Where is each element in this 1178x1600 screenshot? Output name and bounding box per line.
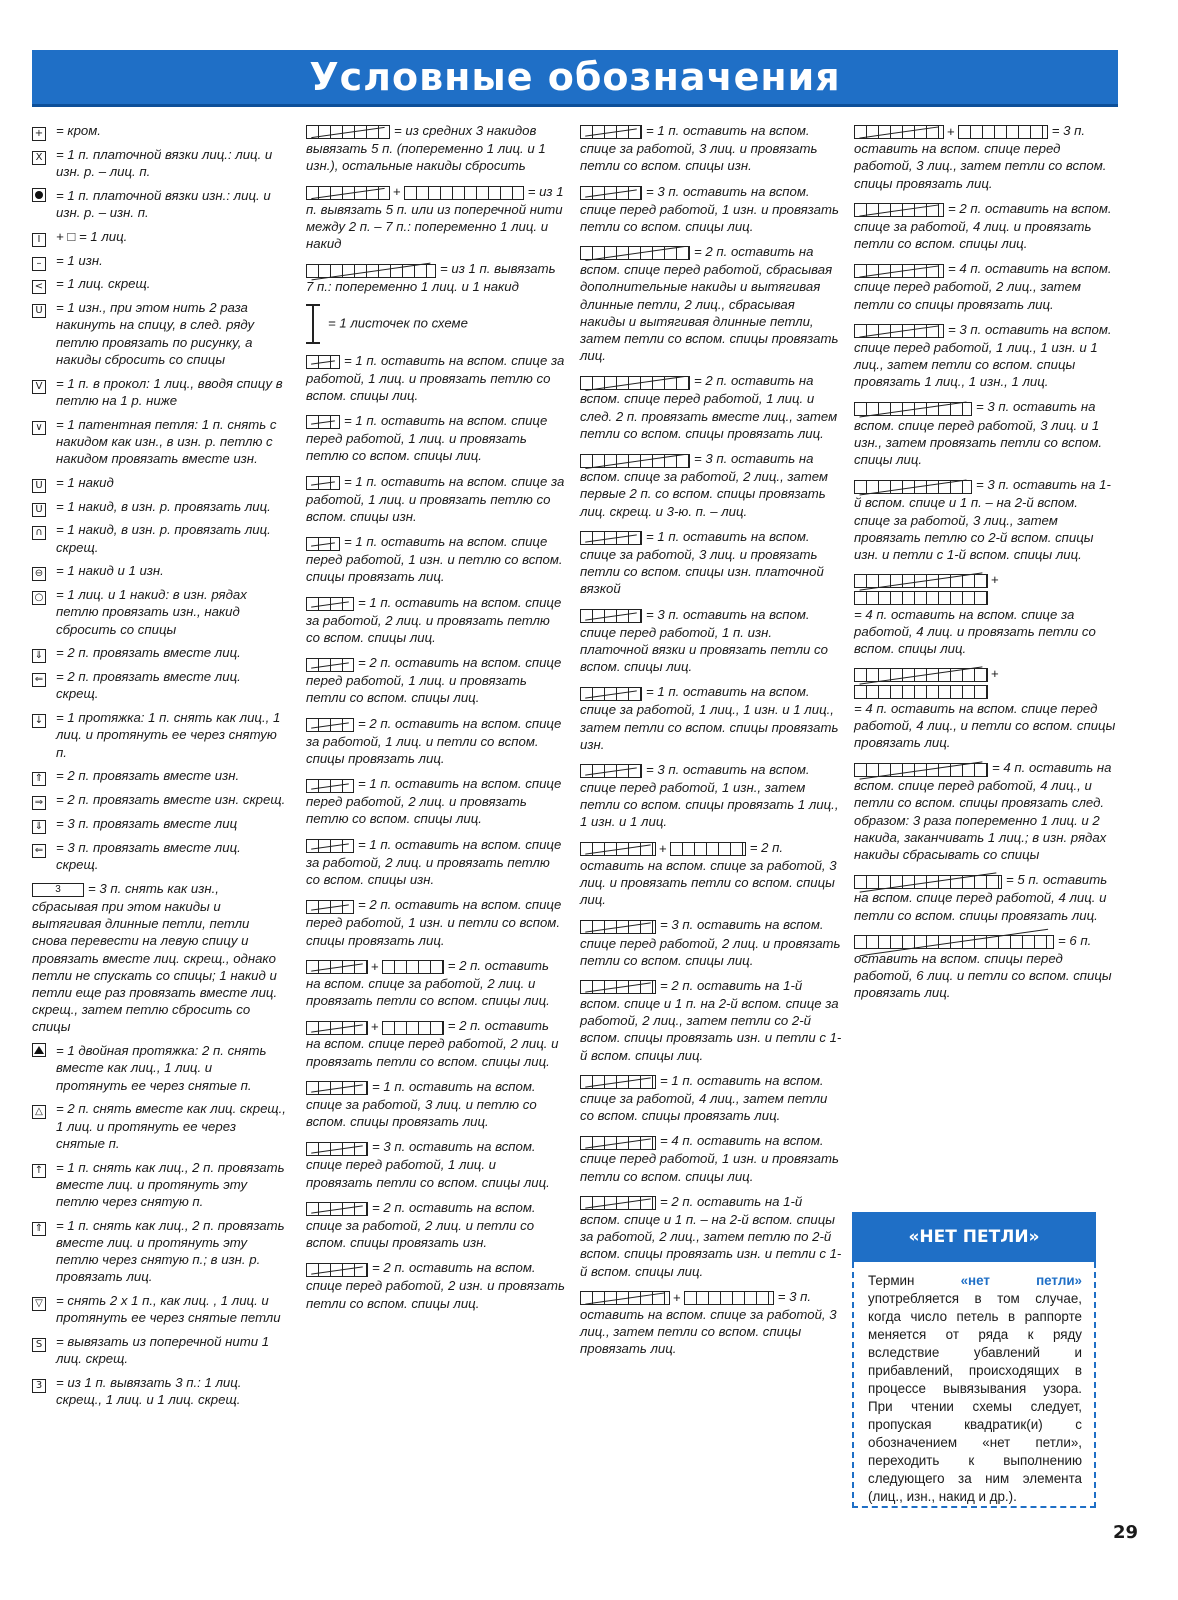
legend-item [32,474,286,491]
page-title: Условные обозначения [309,55,841,99]
legend-item [854,932,1116,1002]
legend-text: = 1 п. оставить на вспом. спице за работой, 1 лиц. и провязать петлю со вспом. спицы лиц. [306,352,565,403]
legend-text: = 3 п. оставить на вспом. спице за работой, 2 лиц., затем первые 2 п. со вспом. спицы провязать лиц. скрещ. и 3-ю. п. – лиц. [580,451,828,519]
legend-item [32,767,286,784]
legend-item [854,122,1116,192]
legend-text: = 1 п. оставить на вспом. спице перед работой, 1 изн. и петлю со вспом. спицы провязать лиц. [306,534,563,585]
legend-item [580,916,842,969]
cable-symbol-icon [580,529,642,546]
cable-symbol-icon: + [580,1289,774,1306]
cable-symbol-icon: + [306,183,524,200]
cable-symbol-icon [306,123,390,140]
cable-symbol-icon [580,244,690,261]
stitch-symbol-icon: 3 [32,881,84,898]
legend-item [306,122,566,175]
legend-item [854,871,1116,924]
legend-item [32,187,286,221]
legend-item [32,228,286,245]
legend-text: = 1 накид [56,474,114,490]
legend-text: = 2 п. провязать вместе изн. [56,768,240,784]
legend-item [306,594,566,647]
legend-item [306,260,566,295]
stitch-symbol-icon: ∩ [32,522,46,540]
cable-symbol-icon [580,1194,656,1211]
cable-symbol-icon: + [854,571,1112,605]
legend-item [306,1199,566,1252]
stitch-symbol-icon: 3 [32,1375,46,1393]
legend-item [854,321,1116,391]
legend-item [32,839,286,873]
legend-item [32,791,286,808]
legend-column-3 [580,122,842,1366]
cable-symbol-icon [854,261,944,278]
legend-text: = 3 п. оставить на вспом. спице перед работой, 3 лиц. и 1 изн., затем провязать петли со вспом. спицы лиц. [854,399,1103,467]
legend-text: = 6 п. оставить на вспом. спицы перед работой, 6 лиц. и петли со вспом. спицы провязать лиц. [854,932,1112,1001]
legend-item [306,1017,566,1070]
legend-text: = 3 п. оставить на вспом. спице перед работой, 1 п. изн. платочной вязки и провязать петли со вспом. спицы лиц. [580,606,828,675]
legend-item [32,122,286,139]
legend-item [32,880,286,1036]
legend-item [32,1292,286,1326]
stitch-symbol-icon: U [32,300,46,318]
stitch-symbol-icon: ⇑ [32,768,46,786]
legend-item [306,412,566,465]
legend-item [854,571,1116,657]
stitch-symbol-icon: + [32,123,46,141]
legend-text: = 1 лиц. и 1 накид: в изн. рядах петлю провязать изн., накид сбросить со спицы [56,587,247,637]
legend-item [306,715,566,768]
cable-symbol-icon [580,684,642,701]
legend-item [580,1132,842,1185]
legend-item [32,375,286,409]
legend-item [306,957,566,1010]
legend-item [580,183,842,236]
legend-text: = 3 п. оставить на 1-й вспом. спице и 1 п. – на 2-й вспом. спице за работой, 3 лиц., затем провязать петлю со 2-й вспом. спицы изн. и петли с 1-й вспом. спицы лиц. [854,477,1111,562]
legend-item [32,644,286,661]
legend-text: = 2 п. оставить на вспом. спице перед работой, 1 изн. и петли со вспом. спицы провязать лиц. [306,897,562,948]
legend-text: = 2 п. провязать вместе изн. скрещ. [56,792,286,808]
cable-symbol-icon [580,978,656,995]
stitch-symbol-icon: ○ [32,587,46,605]
cable-symbol-icon [854,399,972,416]
legend-text: = 2 п. оставить на вспом. спице перед работой, сбрасывая дополнительные накиды и вытягивая длинные петли, 2 лиц., сбрасывая накиды и вытягивая длинные петли, затем петли со вспом. спицы провязать лиц. [580,244,839,364]
legend-item [306,183,566,253]
legend-item [580,761,842,831]
legend-item [32,416,286,468]
stitch-symbol-icon: ⇒ [32,792,46,810]
legend-item [854,665,1116,751]
cable-symbol-icon [854,760,988,777]
legend-item [32,709,286,761]
cable-symbol-icon [306,897,354,914]
cable-symbol-icon [306,1079,368,1096]
legend-text: = из 1 п. вывязать 7 п.: попеременно 1 лиц. и 1 накид [306,261,556,295]
stitch-symbol-icon: < [32,276,46,294]
legend-text: = 2 п. оставить на вспом. спице за работой, 2 лиц. и провязать петли со вспом. спицы лиц. [306,957,550,1009]
legend-text: = 1 п. в прокол: 1 лиц., вводя спицу в петлю на 1 р. ниже [56,375,283,408]
legend-text: = 5 п. оставить на вспом. спице перед работой, 4 лиц. и петли со вспом. спицы провязать лиц. [854,872,1108,923]
legend-text: = 2 п. оставить на вспом. спице за работой, 2 лиц. и петли со вспом. спицы провязать изн. [306,1199,536,1251]
stitch-symbol-icon: ↓ [32,710,46,728]
legend-item [306,775,566,828]
legend-item [854,759,1116,863]
legend-item [580,372,842,442]
note-body [852,1262,1096,1508]
cable-symbol-icon [306,776,354,793]
legend-text: = кром. [56,123,101,138]
legend-text: = снять 2 х 1 п., как лиц. , 1 лиц. и протянуть ее через снятые петли [56,1293,281,1326]
legend-item [854,260,1116,313]
legend-text: = 2 п. снять вместе как лиц. скрещ., 1 лиц. и протянуть ее через снятые п. [56,1101,286,1151]
legend-text: = 3 п. провязать вместе лиц [56,815,238,831]
legend-item [32,1100,286,1152]
stitch-symbol-icon: ⇑ [32,1218,46,1236]
stitch-symbol-icon: V [32,376,46,394]
cable-symbol-icon [306,595,354,612]
legend-text: = из 1 п. вывязать 3 п.: 1 лиц. скрещ., 1 лиц. и 1 лиц. скрещ. [56,1375,242,1408]
cable-symbol-icon [306,1200,368,1217]
legend-item [580,243,842,364]
cable-symbol-icon [854,477,972,494]
cable-symbol-icon [306,413,340,430]
cable-symbol-icon: + [854,665,1112,699]
note-highlight: «нет петли» [960,1273,1083,1288]
cable-symbol-icon [306,473,340,490]
legend-text: = 3 п. оставить на вспом. спице перед работой, 1 лиц., 1 изн. и 1 лиц., затем петли со вспом. спицы провязать 1 лиц., 1 изн., 1 лиц. [854,321,1112,390]
legend-item [306,1138,566,1191]
legend-text: = 2 п. оставить на вспом. спице за работой, 3 лиц. и провязать петли со вспом. спицы лиц. [580,839,837,908]
legend-text: = 2 п. оставить на 1-й вспом. спице и 1 п. на 2-й вспом. спице за работой, 2 лиц., затем петли со 2-й вспом. спицы провязать изн. и петли с 1-й вспом. спицы лиц. [580,977,842,1063]
cable-symbol-icon [580,762,642,779]
stitch-symbol-icon: ⊖ [32,563,46,581]
legend-text: = 4 п. оставить на вспом. спице перед работой, 4 лиц., и петли со вспом. спицы провязать след. образом: 3 раза попеременно 1 лиц. и 2 накида, заканчивать 1 лиц.; в изн. рядах накиды сбрасывать со спицы [854,760,1112,863]
legend-text: = 1 протяжка: 1 п. снять как лиц., 1 лиц. и протянуть ее через снятую п. [56,710,281,760]
legend-text: = 1 п. снять как лиц., 2 п. провязать вместе лиц. и протянуть эту петлю через снятую п.; в изн. р. провязать лиц. [56,1217,285,1285]
cable-symbol-icon [306,837,354,854]
cable-symbol-icon [580,123,642,140]
legend-item [306,654,566,707]
stitch-symbol-icon [32,1043,46,1061]
cable-symbol-icon [854,933,1054,950]
legend-item [580,977,842,1064]
legend-text: = 4 п. оставить на вспом. спице за работой, 4 лиц. и провязать петли со вспом. спицы лиц. [854,606,1096,656]
stitch-symbol-icon: ∨ [32,417,46,435]
cable-symbol-icon [854,872,1002,889]
legend-text: = 1 накид, в изн. р. провязать лиц. [56,498,271,514]
legend-item [306,1078,566,1131]
legend-text: = 3 п. оставить на вспом. спице перед работой, 1 изн. и провязать петли со вспом. спицы лиц. [580,183,839,234]
legend-text: = вывязать из поперечной нити 1 лиц. скрещ. [56,1334,270,1367]
legend-column-4 [854,122,1116,1010]
legend-text: = 1 п. оставить на вспом. спице за работой, 1 лиц. и провязать петлю со вспом. спицы изн. [306,473,565,524]
note-heading: «НЕТ ПЕТЛИ» [852,1212,1096,1262]
stitch-symbol-icon: U [32,475,46,493]
cable-symbol-icon [306,1260,368,1277]
cable-symbol-icon [306,1139,368,1156]
legend-item [32,275,286,292]
legend-item [306,1259,566,1312]
no-stitch-note [852,1212,1096,1508]
legend-item [580,122,842,175]
legend-item [32,146,286,180]
legend-text: = 2 п. оставить на вспом. спице за работой, 4 лиц. и провязать петли со вспом. спицы лиц. [854,200,1112,252]
cable-symbol-icon [580,1073,656,1090]
legend-text: = 3 п. снять как изн., сбрасывая при этом накиды и вытягивая длинные петли, петли снова перевести на левую спицу и провязать вместе лиц. скрещ., однако петли не спускать со спицы; 1 накид и петли еще раз провязать вместе лиц. скрещ., затем петлю сбросить со спицы [32,880,278,1035]
legend-text: = 2 п. оставить на вспом. спице перед работой, 1 лиц. и след. 2 п. провязать вместе лиц., затем петли со вспом. спицы провязать лиц. [580,373,838,441]
legend-text: = 2 п. оставить на вспом. спице перед работой, 2 изн. и провязать петли со вспом. спицы лиц. [306,1260,565,1311]
legend-item [854,398,1116,468]
legend-item [32,299,286,368]
legend-item [32,1217,286,1286]
legend-item [306,352,566,405]
legend-column-2 [306,122,566,1320]
legend-text: = 1 п. оставить на вспом. спице за работой, 3 лиц. и провязать петли со вспом. спицы изн. [580,123,818,174]
cable-symbol-icon [306,534,340,551]
legend-item [32,668,286,702]
legend-item [32,586,286,638]
note-text-after: употребляется в том случае, когда число петель в раппорте меняется от ряда к ряду вследствие убавлений и прибавлений, происходящих в процессе вывязывания узора. При чтении схемы следует, пропуская квадратик(и) с обозначением «нет петли», переходить к выполнению следующего за ним элемента (лиц., изн., накид и др.). [868,1291,1082,1504]
legend-text: = 1 п. оставить на вспом. спице за работой, 2 лиц. и провязать петлю со вспом. спицы изн. [306,836,562,887]
cable-symbol-icon [306,352,340,369]
note-text-before: Термин [868,1273,961,1288]
stitch-symbol-icon: ⇐ [32,669,46,687]
stitch-symbol-icon: – [32,253,46,271]
stitch-symbol-icon: ⇓ [32,816,46,834]
legend-text: = 2 п. оставить на 1-й вспом. спице и 1 п. – на 2-й вспом. спицы за работой, 2 лиц., затем петлю по 2-й вспом. спицы провязать изн. и петли с 1-й вспом. спицы лиц. [580,1193,842,1279]
stitch-symbol-icon: S [32,1334,46,1352]
legend-text: = 3 п. оставить на вспом. спице перед работой, 1 лиц. и провязать петли со вспом. спицы лиц. [306,1139,550,1190]
legend-item [32,562,286,579]
stitch-symbol-icon [32,188,46,206]
stitch-symbol-icon: △ [32,1101,46,1119]
legend-item [306,473,566,526]
cable-symbol-icon [306,261,436,278]
legend-column-1 [32,122,286,1415]
stitch-symbol-icon: ⇓ [32,645,46,663]
legend-item [580,606,842,676]
legend-item [32,1374,286,1408]
cable-symbol-icon [306,716,354,733]
stitch-symbol-icon: ▽ [32,1293,46,1311]
legend-text: = 4 п. оставить на вспом. спице перед работой, 1 изн. и провязать петли со вспом. спицы лиц. [580,1133,839,1184]
legend-text: = 1 п. оставить на вспом. спице перед работой, 1 лиц. и провязать петлю со вспом. спицы лиц. [306,413,548,464]
cable-symbol-icon [580,606,642,623]
cable-symbol-icon [306,304,320,344]
legend-text: = 1 лиц. скрещ. [56,276,151,292]
legend-item [32,1159,286,1211]
legend-text: = 1 накид, в изн. р. провязать лиц. скрещ. [56,522,271,555]
legend-item [580,683,842,753]
cable-symbol-icon [306,655,354,672]
cable-symbol-icon [580,451,690,468]
cable-symbol-icon [854,322,944,339]
stitch-symbol-icon: ⇐ [32,840,46,858]
legend-text: = 1 изн. [56,252,103,268]
legend-item [306,896,566,949]
legend-text: = 2 п. провязать вместе лиц. скрещ. [56,669,241,702]
cable-symbol-icon: + [306,1018,444,1035]
legend-text: = 1 изн., при этом нить 2 раза накинуть на спицу, в след. ряду петлю провязать по рисунку, а накиды сбросить со спицы [56,300,255,367]
legend-text: = 1 п. оставить на вспом. спице за работой, 3 лиц. и провязать петли со вспом. спицы изн. платочной вязкой [580,528,824,597]
legend-text: = 1 двойная протяжка: 2 п. снять вместе как лиц., 1 лиц. и протянуть ее через снятые п. [56,1043,267,1093]
stitch-symbol-icon: ↑ [32,1160,46,1178]
legend-text: = 1 п. платочной вязки изн.: лиц. и изн. р. – изн. п. [56,187,271,220]
cable-symbol-icon [580,917,656,934]
legend-item [580,528,842,598]
cable-symbol-icon: + [306,958,444,975]
legend-text: + □ = 1 лиц. [56,228,128,244]
stitch-symbol-icon: I [32,229,46,247]
legend-item [580,839,842,909]
legend-item [32,498,286,515]
legend-item [32,521,286,555]
stitch-symbol-icon: Ü [32,499,46,517]
cable-symbol-icon [580,1133,656,1150]
legend-text: = 3 п. оставить на вспом. спице перед работой, 2 лиц. и провязать петли со вспом. спицы лиц. [580,917,841,968]
legend-item [306,533,566,586]
legend-text: = 1 п. оставить на вспом. спице за работой, 2 лиц. и провязать петлю со вспом. спицы лиц. [306,594,562,645]
legend-item [580,1288,842,1358]
legend-text: = 4 п. оставить на вспом. спице перед работой, 2 лиц., затем петли со спицы провязать лиц. [854,261,1112,312]
legend-text: = 2 п. оставить на вспом. спице за работой, 1 лиц. и петли со вспом. спицы провязать лиц. [306,715,562,766]
legend-text: = 1 п. оставить на вспом. спице перед работой, 2 лиц. и провязать петлю со вспом. спицы лиц. [306,776,562,827]
legend-item [306,304,566,344]
legend-item [32,815,286,832]
stitch-symbol-icon: X [32,147,46,165]
legend-item [580,1072,842,1125]
legend-text: = 3 п. оставить на вспом. спице перед работой, 1 изн., затем петли со вспом. спицы провязать 1 лиц., 1 изн. и 1 лиц. [580,761,839,830]
legend-item [32,1042,286,1094]
legend-text: = 1 листочек по схеме [328,315,468,331]
legend-text: = 1 п. оставить на вспом. спице за работой, 1 лиц., 1 изн. и 1 лиц., затем петли со вспом. спицы провязать изн. [580,684,839,752]
legend-text: = 1 п. оставить на вспом. спице за работой, 3 лиц. и петлю со вспом. спицы провязать лиц. [306,1078,537,1130]
legend-text: = 4 п. оставить на вспом. спице перед работой, 4 лиц., и петли со вспом. спицы провязать лиц. [854,700,1116,750]
legend-text: = 1 п. оставить на вспом. спице за работой, 4 лиц., затем петли со вспом. спицы провязать лиц. [580,1072,828,1124]
legend-item [854,200,1116,253]
legend-text: = 2 п. провязать вместе лиц. [56,645,241,661]
legend-text: = 3 п. провязать вместе лиц. скрещ. [56,839,241,872]
legend-item [580,1193,842,1280]
legend-text: = 2 п. оставить на вспом. спице перед работой, 2 лиц. и провязать петли со вспом. спицы лиц. [306,1018,559,1069]
legend-text: = из 1 п. вывязать 5 п. или из поперечной нити между 2 п. – 7 п.: попеременно 1 лиц. и накид [306,183,564,252]
legend-text: = 2 п. оставить на вспом. спице перед работой, 1 лиц. и провязать петли со вспом. спицы лиц. [306,655,562,706]
cable-symbol-icon [580,373,690,390]
cable-symbol-icon: + [854,123,1048,140]
legend-text: = 1 патентная петля: 1 п. снять с накидом как изн., в изн. р. петлю с накидом провязать вместе изн. [56,416,277,466]
cable-symbol-icon [580,183,642,200]
legend-item [854,476,1116,563]
legend-text: = 1 п. платочной вязки лиц.: лиц. и изн. р. – лиц. п. [56,146,273,179]
legend-item [32,1333,286,1367]
title-banner [32,50,1118,107]
cable-symbol-icon: + [580,840,746,857]
legend-item [580,450,842,520]
legend-text: = 3 п. оставить на вспом. спице перед работой, 3 лиц., затем петли со вспом. спицы провязать лиц. [854,123,1107,191]
legend-item [306,836,566,889]
cable-symbol-icon [854,201,944,218]
legend-text: = 3 п. оставить на вспом. спице за работой, 3 лиц., затем петли со вспом. спицы провязать лиц. [580,1288,837,1357]
legend-text: = из средних 3 накидов вывязать 5 п. (попеременно 1 лиц. и 1 изн.), остальные накиды сбросить [306,123,546,174]
legend-item [32,252,286,269]
page-number: 29 [1112,1522,1138,1543]
legend-text: = 1 накид и 1 изн. [56,563,164,579]
legend-text: = 1 п. снять как лиц., 2 п. провязать вместе лиц. и протянуть эту петлю через снятую п. [56,1159,285,1209]
